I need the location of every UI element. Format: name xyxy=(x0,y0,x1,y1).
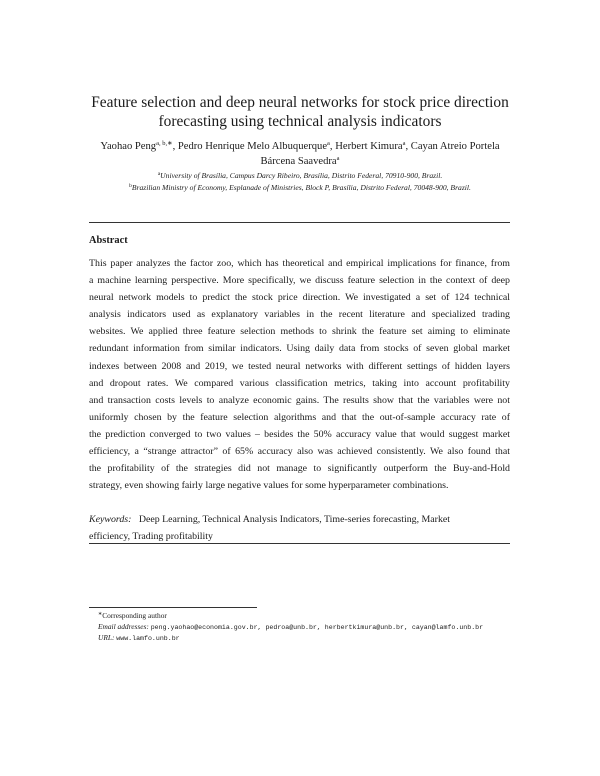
affiliation-mark: b xyxy=(129,183,132,189)
author-name-part: Cayan Atreio Portela xyxy=(410,141,500,152)
keywords xyxy=(89,511,510,545)
author-name-part: Bárcena Saavedra xyxy=(260,156,337,167)
corresponding-author-note xyxy=(98,611,483,622)
abstract-line: a machine learning perspective. More specifically, we discuss feature selection in the context of deep xyxy=(89,275,510,287)
abstract-bottom-rule xyxy=(89,543,510,544)
abstract-line: strategy, even showing fairly large negative values for some hyperparameter combinations. xyxy=(89,480,449,492)
affiliations xyxy=(60,170,540,194)
abstract-line: neural network models to predict the stock price direction. We investigated a set of 124 technical xyxy=(89,292,510,304)
author-affiliation-mark: a xyxy=(336,155,340,162)
email-addresses[interactable]: peng.yaohao@economia.gov.br, pedroa@unb.br, herbertkimura@unb.br, cayan@lamfo.unb.br xyxy=(150,623,484,631)
email-label: Email addresses: xyxy=(98,621,149,631)
paper-title xyxy=(60,93,540,131)
author-name: Yaohao Peng xyxy=(100,141,157,152)
abstract-line: analysis indicators used as explanatory variables in the recent literature and specialized trading xyxy=(89,309,510,321)
author-affiliation-mark: a xyxy=(327,140,330,147)
url-link[interactable]: www.lamfo.unb.br xyxy=(116,635,180,642)
url-label: URL: xyxy=(98,633,115,642)
affiliation-mark: a xyxy=(157,171,161,177)
abstract-line: redundant information from similar indicators. Using daily data from stocks of seven global market xyxy=(89,343,510,355)
keywords-text: Deep Learning, Technical Analysis Indicators, Time-series forecasting, Market xyxy=(138,514,451,525)
footnotes xyxy=(98,611,483,645)
abstract-line: and transaction costs levels to analyze economic gains. The results show that the variables were not xyxy=(89,394,510,406)
author-line-1 xyxy=(60,139,540,154)
email-note xyxy=(98,622,483,634)
abstract-line: This paper analyzes the factor zoo, which has theoretical and empirical implications for finance, from xyxy=(89,258,510,269)
author-separator: , xyxy=(172,141,178,152)
keywords-line-2: efficiency, Trading profitability xyxy=(89,531,213,543)
keywords-label: Keywords: xyxy=(89,514,132,525)
corresponding-mark: ∗ xyxy=(98,612,103,617)
author-affiliation-mark: a, b,∗ xyxy=(156,140,173,147)
abstract-line: indexes between 2008 and 2019, we tested neural networks with different settings of hidden layers xyxy=(89,360,510,372)
keywords-line-1 xyxy=(89,511,510,528)
affiliation-a xyxy=(60,170,540,182)
corresponding-text: Corresponding author xyxy=(102,611,167,620)
footnote-rule xyxy=(89,607,257,608)
title-line-1: Feature selection and deep neural networks for stock price direction xyxy=(91,94,509,111)
abstract-top-rule xyxy=(89,222,510,223)
abstract-line: and dropout rates. We compared various classification metrics, taking into account profitability xyxy=(89,377,510,389)
affiliation-b xyxy=(60,182,540,194)
author-name: Herbert Kimura xyxy=(335,141,403,152)
author-line-2 xyxy=(60,154,540,169)
abstract-line: uniformly chosen by the feature selection algorithms and that the out-of-sample accuracy rate of xyxy=(89,411,510,423)
abstract-line: websites. We applied three feature selection methods to shrink the feature set aiming to eliminate xyxy=(89,326,510,338)
author-separator: , xyxy=(405,141,411,152)
abstract-line: efficiency, a “strange attractor” of 65% accuracy also was achieved consistently. We also found that xyxy=(89,446,510,458)
abstract-line: the profitability of the strategies did not manage to significantly outperform the Buy-and-Hold xyxy=(89,463,510,475)
abstract-body xyxy=(89,255,510,494)
author-list xyxy=(60,139,540,169)
author-name: Pedro Henrique Melo Albuquerque xyxy=(177,141,328,152)
abstract-heading: Abstract xyxy=(89,235,128,246)
affiliation-text: Brazilian Ministry of Economy, Esplanade of Ministries, Block P, Brasília, Distrito Federal, 70048-900, Brazil. xyxy=(131,183,471,192)
url-note xyxy=(98,633,483,645)
affiliation-text: University of Brasília, Campus Darcy Ribeiro, Brasília, Distrito Federal, 70910-900, Brazil. xyxy=(160,171,443,180)
author-separator: , xyxy=(329,141,336,152)
author-affiliation-mark: a xyxy=(402,140,406,147)
abstract-line: the prediction converged to two values – besides the 50% accuracy value that would suggest market xyxy=(89,428,510,440)
title-line-2: forecasting using technical analysis indicators xyxy=(158,113,442,130)
